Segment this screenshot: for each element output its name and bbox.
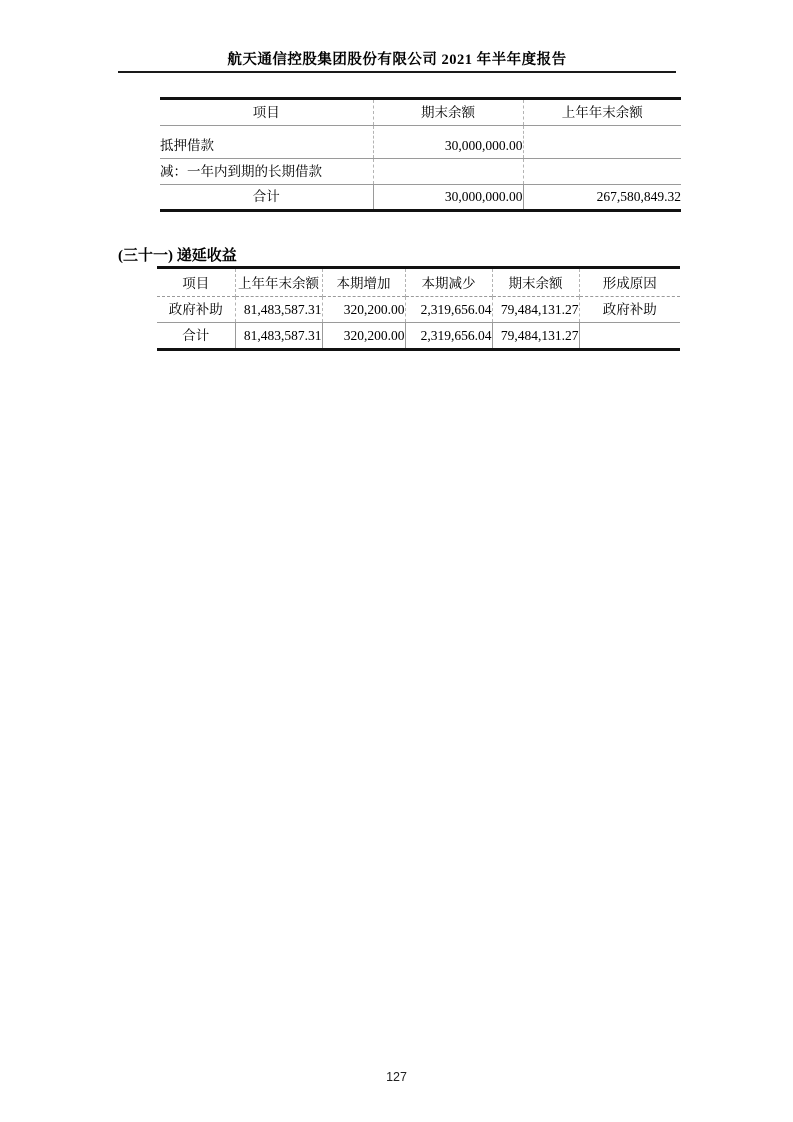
column-header-increase: 本期增加 [322, 268, 405, 297]
borrowings-table [160, 97, 681, 212]
table-total-row [160, 185, 681, 211]
column-header-prior-year-balance: 上年年末余额 [523, 99, 681, 126]
cell-ending-balance: 30,000,000.00 [373, 126, 523, 159]
table-header-row [160, 99, 681, 126]
cell-decrease: 2,319,656.04 [405, 297, 492, 323]
cell-prior-year-balance: 267,580,849.32 [523, 185, 681, 211]
column-header-ending-balance: 期末余额 [373, 99, 523, 126]
column-header-prior-year-balance: 上年年末余额 [235, 268, 322, 297]
deferred-income-table [157, 266, 680, 351]
cell-decrease: 2,319,656.04 [405, 323, 492, 350]
cell-item: 减：一年内到期的长期借款 [160, 159, 373, 185]
column-header-ending-balance: 期末余额 [492, 268, 579, 297]
cell-total-label: 合计 [157, 323, 235, 350]
cell-prior-year-balance [523, 126, 681, 159]
cell-item: 政府补助 [157, 297, 235, 323]
cell-item: 抵押借款 [160, 126, 373, 159]
table-row [157, 297, 680, 323]
cell-increase: 320,200.00 [322, 297, 405, 323]
page-number: 127 [386, 1070, 407, 1084]
table-total-row [157, 323, 680, 350]
cell-prior-year-balance [523, 159, 681, 185]
table-row [160, 159, 681, 185]
cell-ending-balance: 79,484,131.27 [492, 323, 579, 350]
cell-reason: 政府补助 [579, 297, 680, 323]
cell-ending-balance: 79,484,131.27 [492, 297, 579, 323]
cell-ending-balance: 30,000,000.00 [373, 185, 523, 211]
cell-increase: 320,200.00 [322, 323, 405, 350]
cell-total-label: 合计 [160, 185, 373, 211]
header-divider-rule [118, 71, 676, 73]
report-header-title: 航天通信控股集团股份有限公司 2021 年半年度报告 [227, 52, 567, 68]
cell-reason [579, 323, 680, 350]
table-header-row [157, 268, 680, 297]
column-header-item: 项目 [182, 276, 210, 291]
column-header-reason: 形成原因 [579, 268, 680, 297]
cell-prior-year-balance: 81,483,587.31 [235, 323, 322, 350]
column-header-decrease: 本期减少 [405, 268, 492, 297]
section-heading-deferred-income: (三十一) 递延收益 [118, 248, 237, 264]
table-row [160, 126, 681, 159]
cell-prior-year-balance: 81,483,587.31 [235, 297, 322, 323]
cell-ending-balance [373, 159, 523, 185]
column-header-item: 项目 [252, 105, 280, 120]
